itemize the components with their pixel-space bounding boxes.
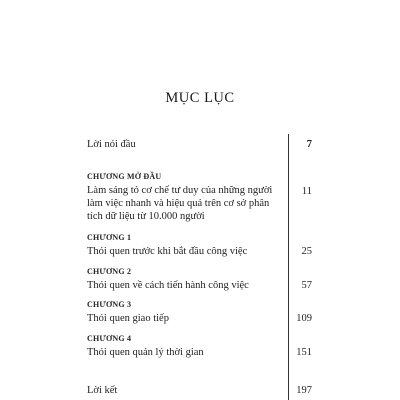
page-title: MỤC LỤC — [165, 90, 235, 106]
toc-entry-chapter-1: Thói quen trước khi bắt đầu công việc — [87, 246, 248, 257]
toc-entry-chapter-4: Thói quen quản lý thời gian — [87, 347, 204, 358]
vertical-divider — [288, 134, 289, 400]
toc-entry-opening-line1: Làm sáng tỏ cơ chế tư duy của những người — [87, 185, 273, 196]
toc-entry-preface: Lời nói đầu — [87, 139, 136, 150]
toc-page-opening: 11 — [301, 186, 312, 197]
toc-page-preface: 7 — [306, 139, 312, 150]
toc-page-chapter-1: 25 — [301, 246, 312, 257]
toc-page-chapter-2: 57 — [301, 280, 312, 291]
toc-entry-afterword: Lời kết — [87, 385, 118, 396]
toc-chapter-1: CHƯƠNG 1 — [87, 233, 132, 242]
toc-chapter-2: CHƯƠNG 2 — [87, 267, 132, 276]
toc-entry-opening-line2: làm việc nhanh và hiệu quả trên cơ sở phân — [87, 198, 270, 209]
toc-entry-opening-line3: tích dữ liệu từ 10.000 người — [87, 211, 205, 222]
toc-chapter-opening: CHƯƠNG MỞ ĐẦU — [87, 172, 162, 181]
toc-page-chapter-4: 151 — [296, 347, 312, 358]
toc-page-chapter-3: 109 — [296, 313, 312, 324]
toc-chapter-3: CHƯƠNG 3 — [87, 300, 132, 309]
toc-chapter-4: CHƯƠNG 4 — [87, 334, 132, 343]
toc-page-afterword: 197 — [296, 385, 312, 396]
toc-entry-chapter-2: Thói quen về cách tiến hành công việc — [87, 280, 249, 291]
toc-entry-chapter-3: Thói quen giao tiếp — [87, 313, 169, 324]
